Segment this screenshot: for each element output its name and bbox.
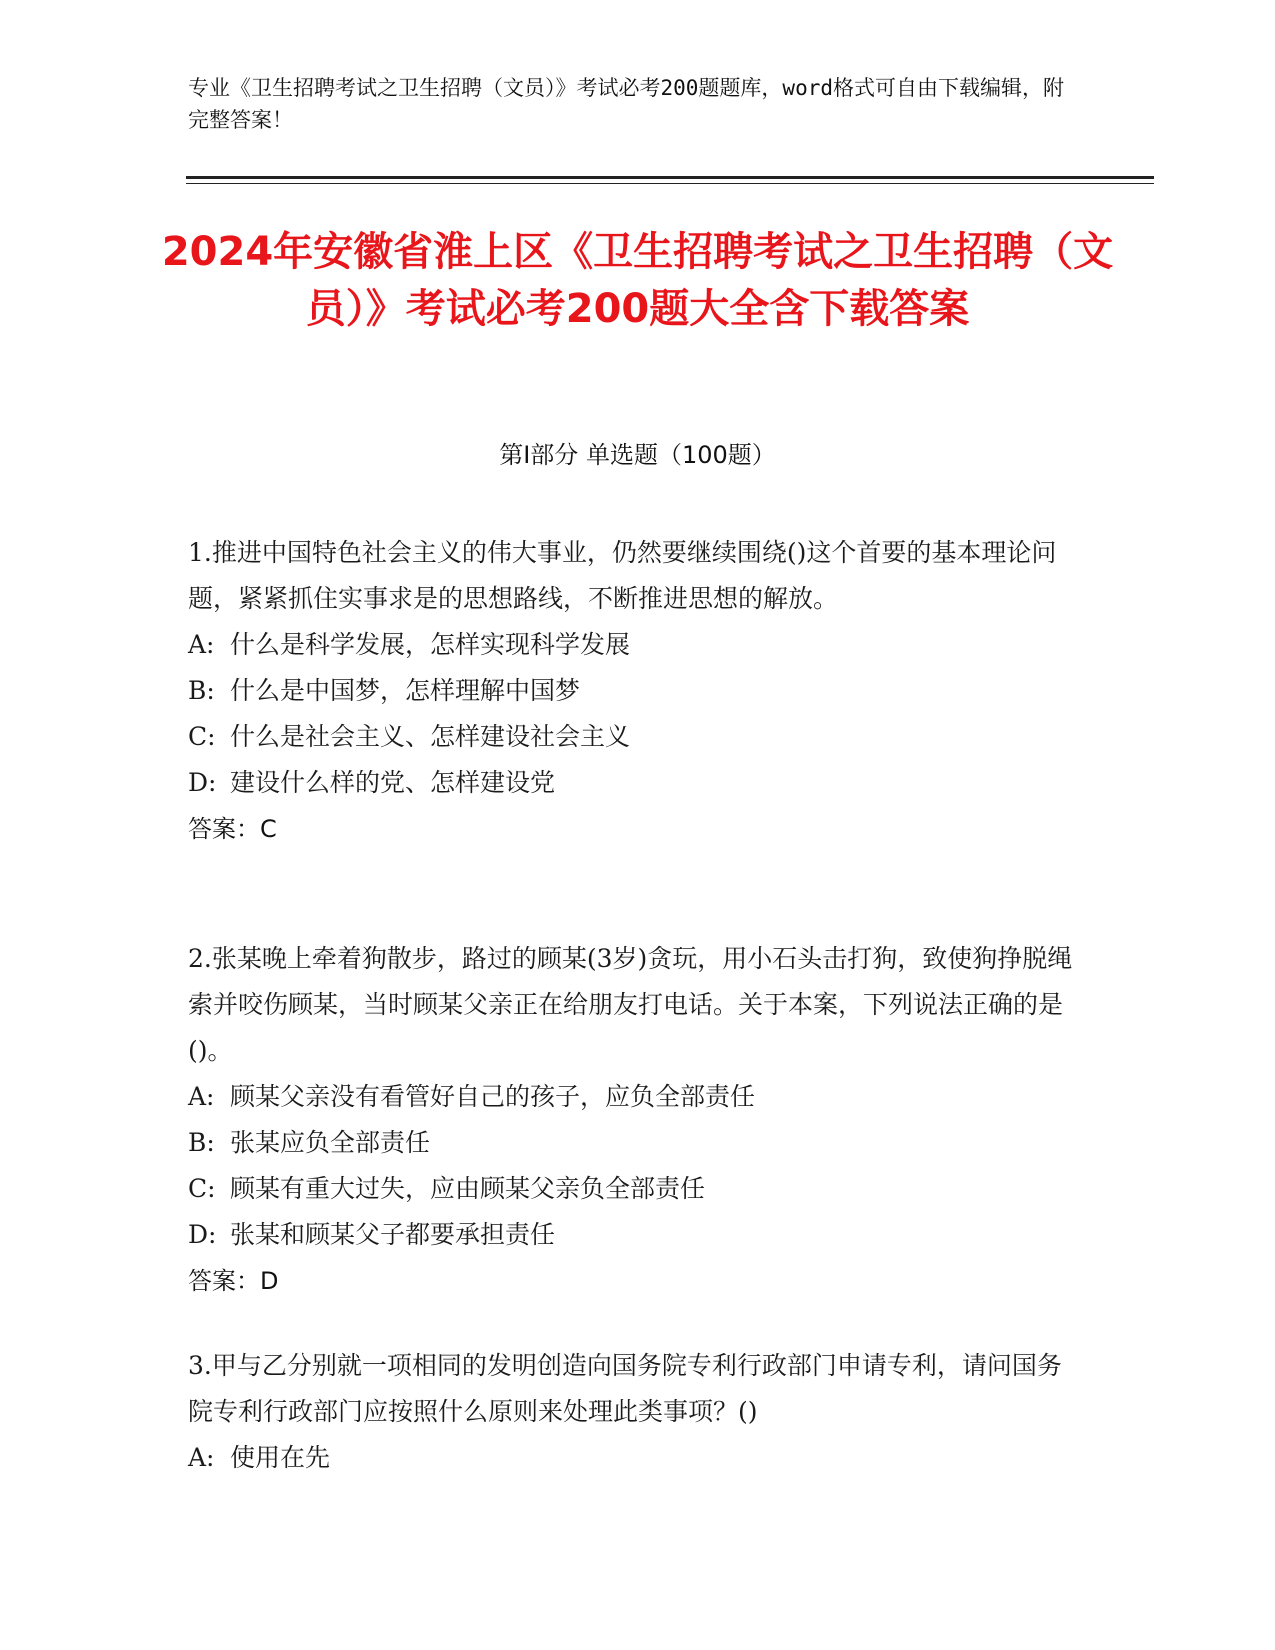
question-stem: 2.张某晚上牵着狗散步，路过的顾某(3岁)贪玩，用小石头击打狗，致使狗挣脱绳索并咬伤顾某，当时顾某父亲正在给朋友打电话。关于本案，下列说法正确的是()。 (188, 944, 1073, 1065)
question-2 (188, 936, 1083, 1304)
option-text: 什么是科学发展，怎样实现科学发展 (230, 630, 631, 659)
option-d (188, 760, 1083, 806)
option-text: 顾某父亲没有看管好自己的孩子，应负全部责任 (230, 1082, 756, 1111)
document-title: 2024年安徽省淮上区《卫生招聘考试之卫生招聘（文员）》考试必考200题大全含下载答案 (161, 229, 1114, 332)
option-letter: A: (188, 630, 215, 659)
question-3 (188, 1343, 1083, 1481)
option-text: 什么是中国梦，怎样理解中国梦 (230, 676, 581, 705)
option-a (188, 1435, 1083, 1481)
option-text: 建设什么样的党、怎样建设党 (230, 768, 556, 797)
section-heading: 第Ⅰ部分 单选题（100题） (499, 441, 776, 469)
option-b (188, 668, 1083, 714)
option-letter: B: (188, 676, 215, 705)
option-letter: D: (188, 1220, 217, 1249)
option-c (188, 1166, 1083, 1212)
question-1 (188, 530, 1083, 852)
option-a (188, 1074, 1083, 1120)
option-letter: A: (188, 1443, 215, 1472)
option-text: 张某和顾某父子都要承担责任 (230, 1220, 556, 1249)
option-text: 使用在先 (230, 1443, 331, 1472)
option-letter: A: (188, 1082, 215, 1111)
option-text: 什么是社会主义、怎样建设社会主义 (230, 722, 631, 751)
option-a (188, 622, 1083, 668)
header-note: 专业《卫生招聘考试之卫生招聘（文员）》考试必考200题题库，word格式可自由下载编辑，附完整答案！ (188, 76, 1064, 132)
question-stem: 1.推进中国特色社会主义的伟大事业，仍然要继续围绕()这个首要的基本理论问题，紧紧抓住实事求是的思想路线，不断推进思想的解放。 (188, 538, 1057, 613)
answer-line: 答案：C (188, 815, 277, 843)
option-text: 张某应负全部责任 (230, 1128, 431, 1157)
option-d (188, 1212, 1083, 1258)
header-divider-thick (186, 176, 1154, 179)
question-stem: 3.甲与乙分别就一项相同的发明创造向国务院专利行政部门申请专利，请问国务院专利行政部门应按照什么原则来处理此类事项？() (188, 1351, 1062, 1426)
option-letter: B: (188, 1128, 215, 1157)
option-letter: D: (188, 768, 217, 797)
option-letter: C: (188, 722, 216, 751)
option-text: 顾某有重大过失，应由顾某父亲负全部责任 (230, 1174, 706, 1203)
answer-line: 答案：D (188, 1267, 279, 1295)
option-b (188, 1120, 1083, 1166)
option-letter: C: (188, 1174, 216, 1203)
header-divider-thin (186, 183, 1154, 184)
option-c (188, 714, 1083, 760)
